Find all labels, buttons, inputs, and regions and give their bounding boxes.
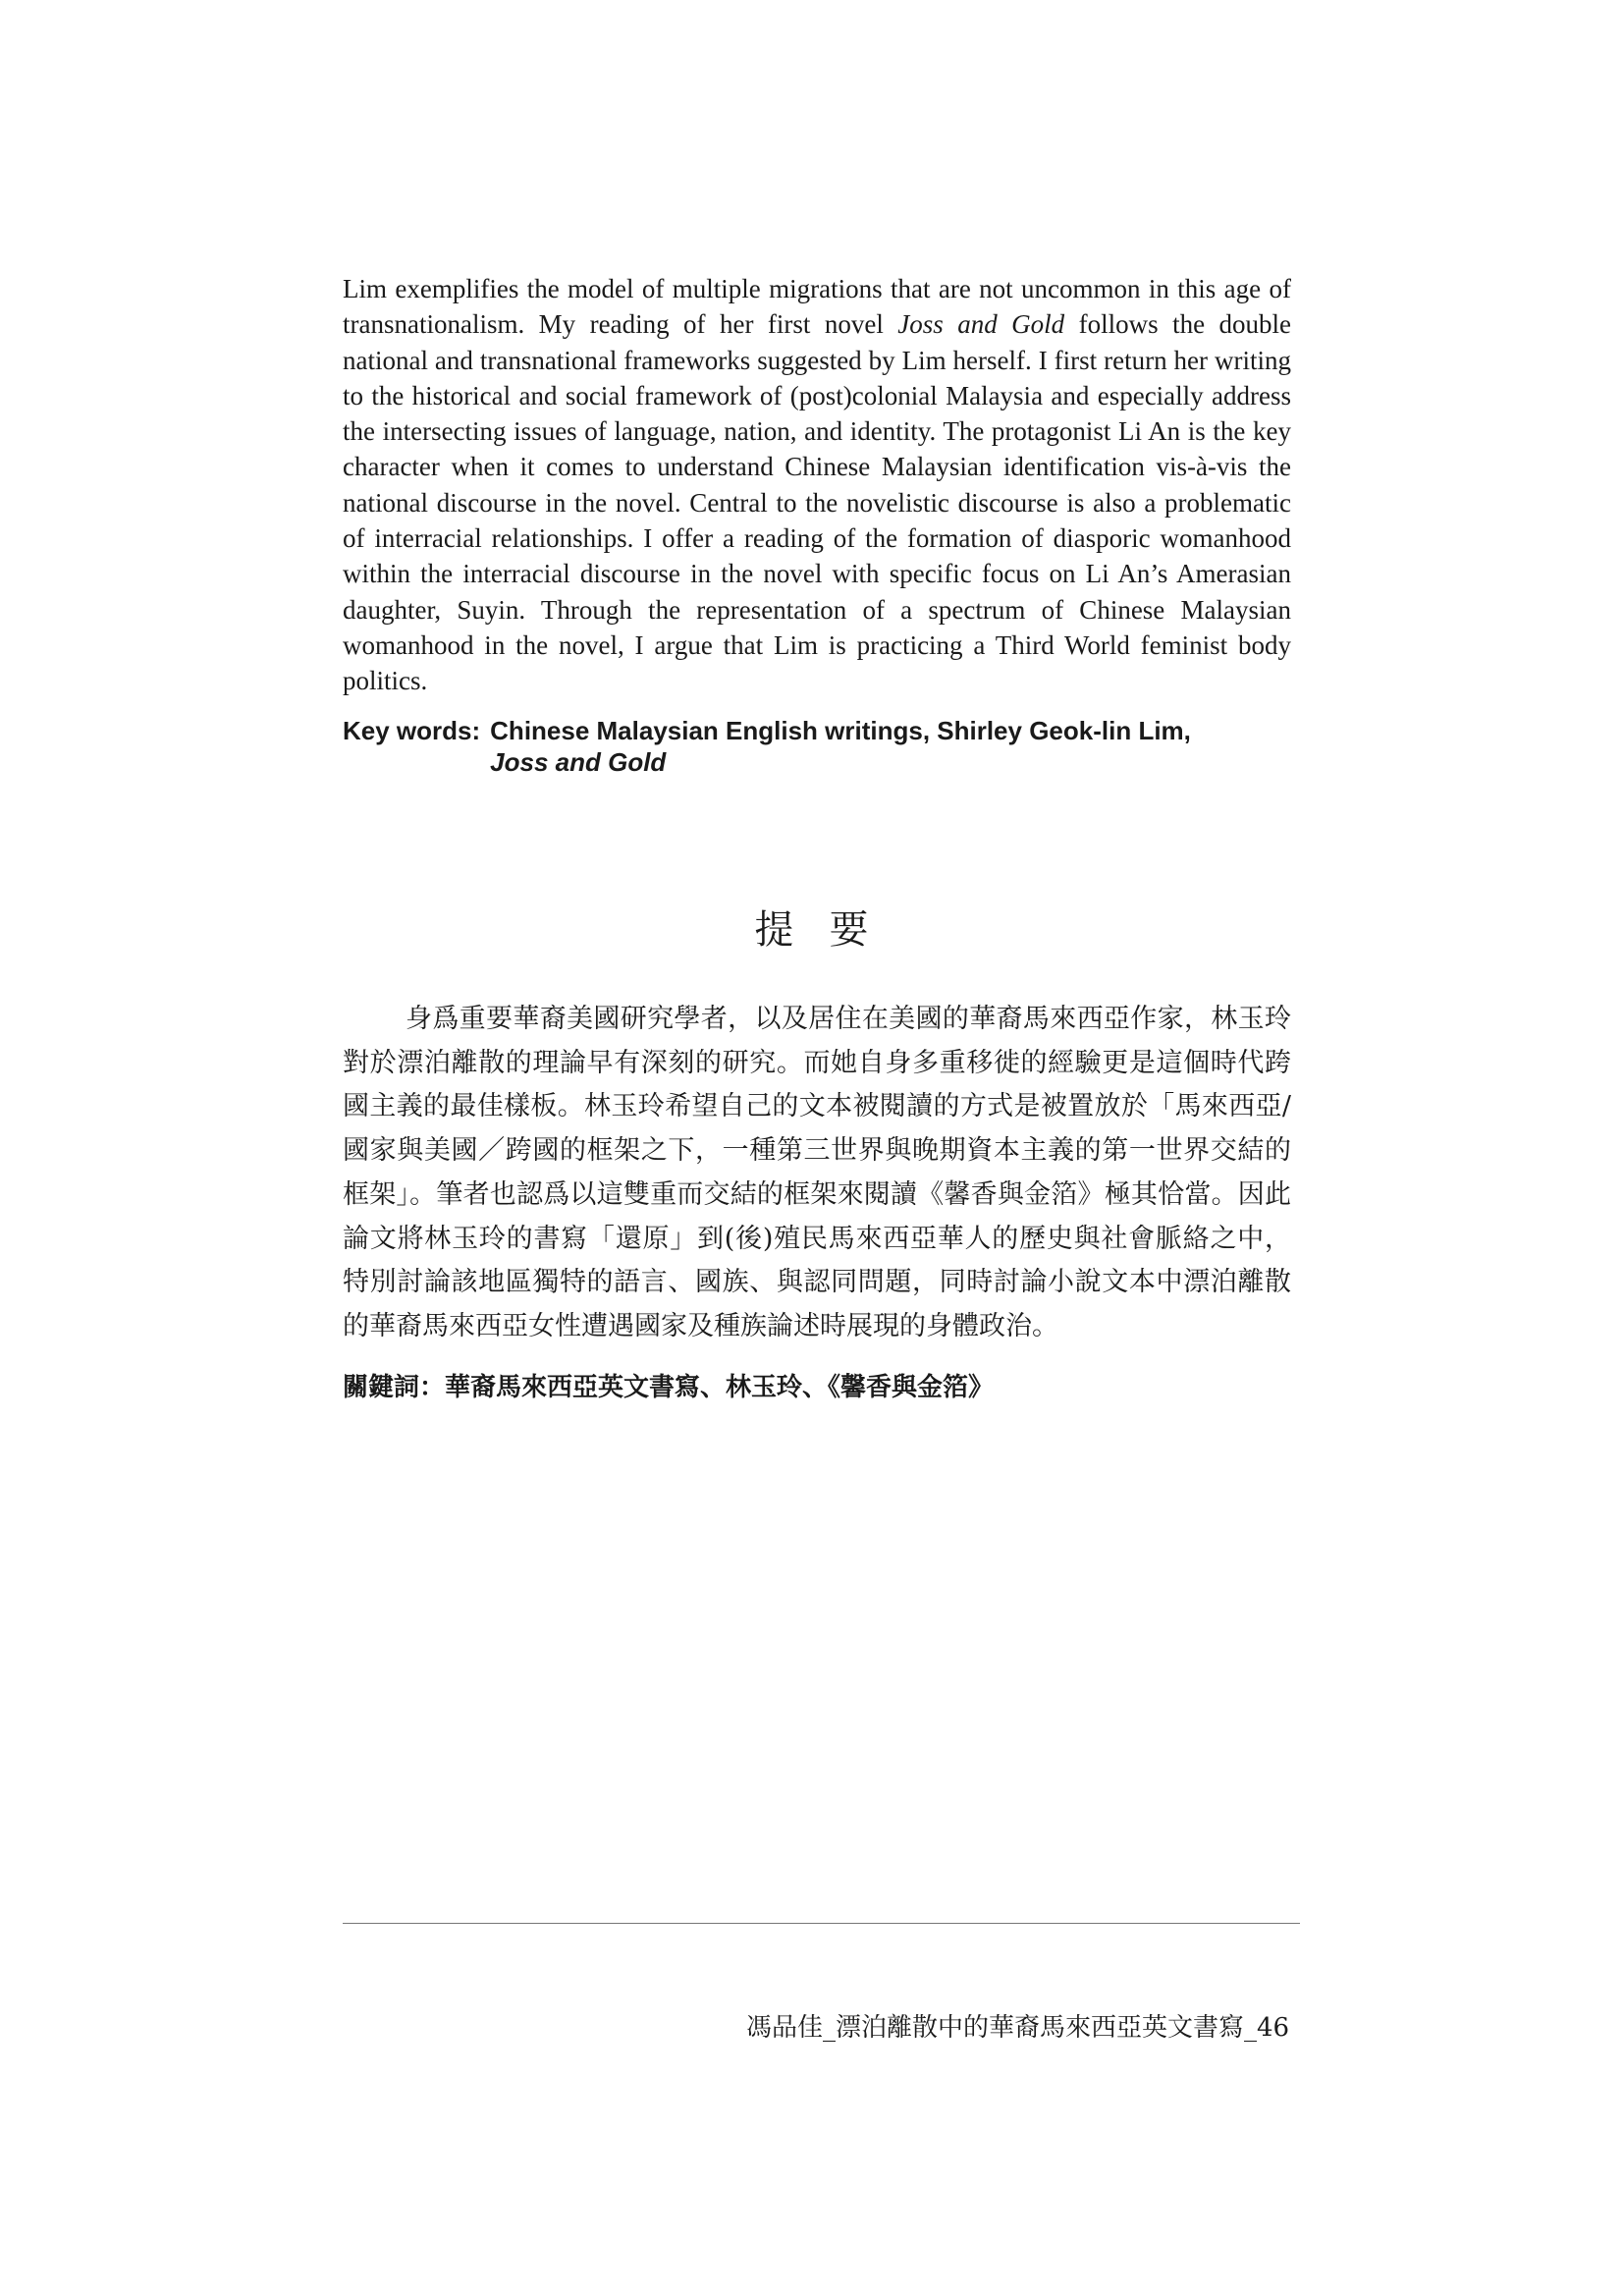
keywords-italic-title: Joss and Gold — [490, 747, 667, 777]
keywords-list — [490, 715, 1291, 778]
novel-title-italic: Joss and Gold — [897, 309, 1065, 340]
keywords-text: Chinese Malaysian English writings, Shirley Geok-lin Lim, — [490, 716, 1191, 745]
english-abstract — [343, 271, 1291, 699]
chinese-abstract-title: 提要 — [754, 907, 904, 953]
abstract-text-part1: Lim exemplifies the model of multiple migrations that are not uncommon in this age of transnationalism. My reading of her first novel — [343, 274, 1291, 340]
keywords-label: Key words: — [343, 716, 481, 745]
chinese-abstract-body: 身爲重要華裔美國研究學者，以及居住在美國的華裔馬來西亞作家，林玉玲對於漂泊離散的理論早有深刻的研究。而她自身多重移徙的經驗更是這個時代跨國主義的最佳樣板。林玉玲希望自己的文本被閱讀的方式是被置放於「馬來西亞/國家與美國／跨國的框架之下，一種第三世界與晚期資本主義的第一世界交結的框架」。筆者也認爲以這雙重而交結的框架來閱讀《馨香與金箔》極其恰當。因此論文將林玉玲的書寫「還原」到(後)殖民馬來西亞華人的歷史與社會脈絡之中，特別討論該地區獨特的語言、國族、與認同問題，同時討論小說文本中漂泊離散的華裔馬來西亞女性遭遇國家及種族論述時展現的身體政治。 — [343, 1004, 1291, 1341]
english-keywords — [343, 715, 1291, 778]
footer-divider — [343, 1923, 1300, 1924]
chinese-keywords: 關鍵詞：華裔馬來西亞英文書寫、林玉玲、《馨香與金箔》 — [343, 1373, 995, 1402]
running-footer: 馮品佳_漂泊離散中的華裔馬來西亞英文書寫_46 — [746, 2013, 1290, 2043]
abstract-text-part2: follows the double national and transnational frameworks suggested by Lim herself. I first return her writing to the historical and social framework of (post)colonial Malaysia and especially address the intersecting issues of language, nation, and identity. The protagonist Li An is the key character when it comes to understand Chinese Malaysian identification vis-à-vis the national discourse in the novel. Central to the novelistic discourse is also a problematic of interracial relationships. I offer a reading of the formation of diasporic womanhood within the interracial discourse in the novel with specific focus on Li An’s Amerasian daughter, Suyin. Through the representation of a spectrum of Chinese Malaysian womanhood in the novel, I argue that Lim is practicing a Third World feminist body politics. — [343, 309, 1291, 696]
